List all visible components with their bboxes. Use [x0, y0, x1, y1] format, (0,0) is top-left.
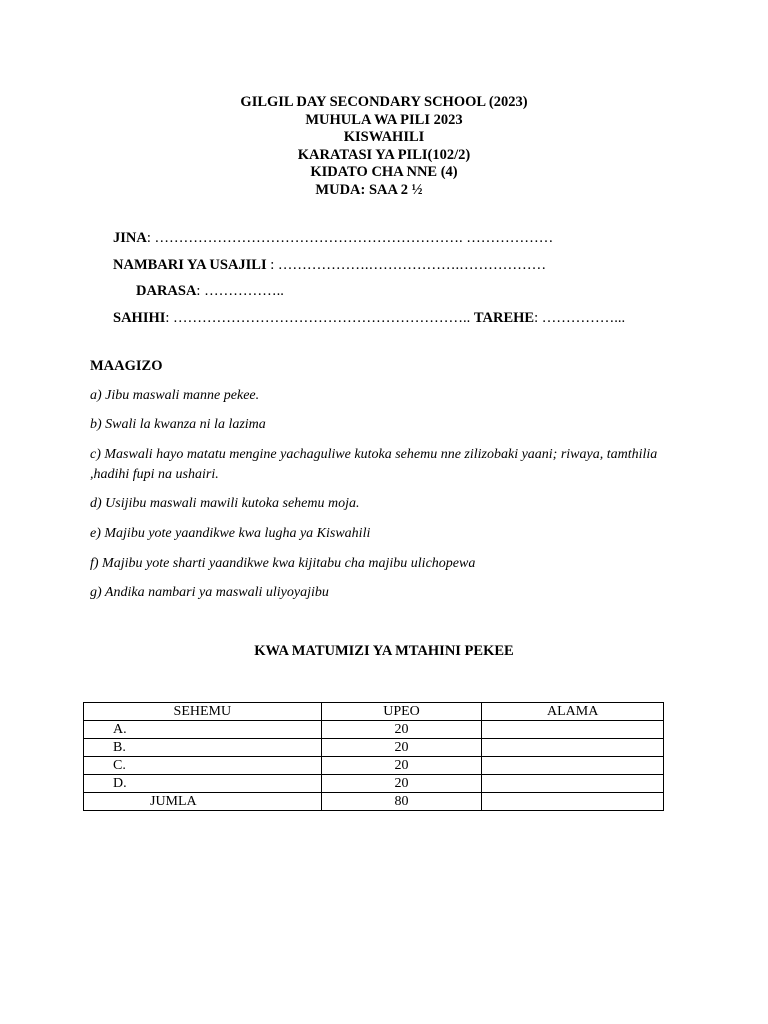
jina-field[interactable]	[113, 230, 553, 247]
sahihi-dots: : ……………………………………………………..	[165, 310, 474, 326]
header-upeo: UPEO	[321, 703, 482, 721]
jina-dots: : ………………………………………………………. ………………	[146, 230, 554, 246]
alama-cell[interactable]	[482, 739, 664, 757]
header-sehemu: SEHEMU	[84, 703, 322, 721]
darasa-label: DARASA	[136, 283, 197, 299]
form-line: KIDATO CHA NNE (4)	[310, 164, 458, 181]
sahihi-label: SAHIHI	[113, 310, 166, 326]
darasa-dots: : ……………..	[196, 283, 284, 299]
instruction-item: g) Andika nambari ya maswali uliyoyajibu	[90, 585, 329, 600]
subject-line: KISWAHILI	[343, 129, 425, 146]
table-row	[84, 775, 664, 793]
table-total-row	[84, 793, 664, 811]
jumla-alama[interactable]	[482, 793, 664, 811]
jumla-label: JUMLA	[84, 793, 322, 811]
upeo-cell: 20	[321, 721, 482, 739]
instruction-item: f) Majibu yote sharti yaandikwe kwa kijitabu cha majibu ulichopewa	[90, 556, 476, 571]
jumla-upeo: 80	[321, 793, 482, 811]
school-name: GILGIL DAY SECONDARY SCHOOL (2023)	[240, 94, 528, 110]
nambari-label: NAMBARI YA USAJILI	[113, 257, 267, 273]
sehemu-cell: D.	[84, 775, 322, 793]
instruction-item: c) Maswali hayo matatu mengine yachaguliwe kutoka sehemu nne zilizobaki yaani; riwaya, tamthilia ,hadihi fupi na ushairi.	[90, 447, 658, 482]
nambari-dots: : ……………….……………….………………	[266, 257, 547, 273]
tarehe-dots: : ……………...	[534, 310, 626, 326]
alama-cell[interactable]	[482, 775, 664, 793]
sahihi-tarehe-field[interactable]	[113, 310, 625, 327]
table-row	[84, 721, 664, 739]
alama-cell[interactable]	[482, 757, 664, 775]
table-row	[84, 739, 664, 757]
table-header-row	[84, 703, 664, 721]
exam-header	[0, 94, 768, 200]
table-row	[84, 757, 664, 775]
instruction-item: a) Jibu maswali manne pekee.	[90, 388, 260, 403]
upeo-cell: 20	[321, 757, 482, 775]
darasa-field[interactable]	[136, 283, 284, 300]
sehemu-cell: C.	[84, 757, 322, 775]
maagizo-title: MAAGIZO	[90, 358, 163, 374]
sehemu-cell: B.	[84, 739, 322, 757]
instruction-item: d) Usijibu maswali mawili kutoka sehemu moja.	[90, 496, 360, 511]
marks-table	[83, 702, 664, 811]
alama-cell[interactable]	[482, 721, 664, 739]
jina-label: JINA	[113, 230, 147, 246]
duration-line: MUDA: SAA 2 ½	[315, 181, 423, 198]
instruction-item: e) Majibu yote yaandikwe kwa lugha ya Kiswahili	[90, 526, 371, 541]
sehemu-cell: A.	[84, 721, 322, 739]
header-alama: ALAMA	[482, 703, 664, 721]
upeo-cell: 20	[321, 775, 482, 793]
instruction-item: b) Swali la kwanza ni la lazima	[90, 417, 266, 432]
examiner-title: KWA MATUMIZI YA MTAHINI PEKEE	[254, 643, 514, 659]
nambari-field[interactable]	[113, 257, 546, 274]
upeo-cell: 20	[321, 739, 482, 757]
term-line: MUHULA WA PILI 2023	[305, 111, 463, 128]
tarehe-label: TAREHE	[473, 310, 535, 326]
paper-line: KARATASI YA PILI(102/2)	[297, 146, 471, 163]
